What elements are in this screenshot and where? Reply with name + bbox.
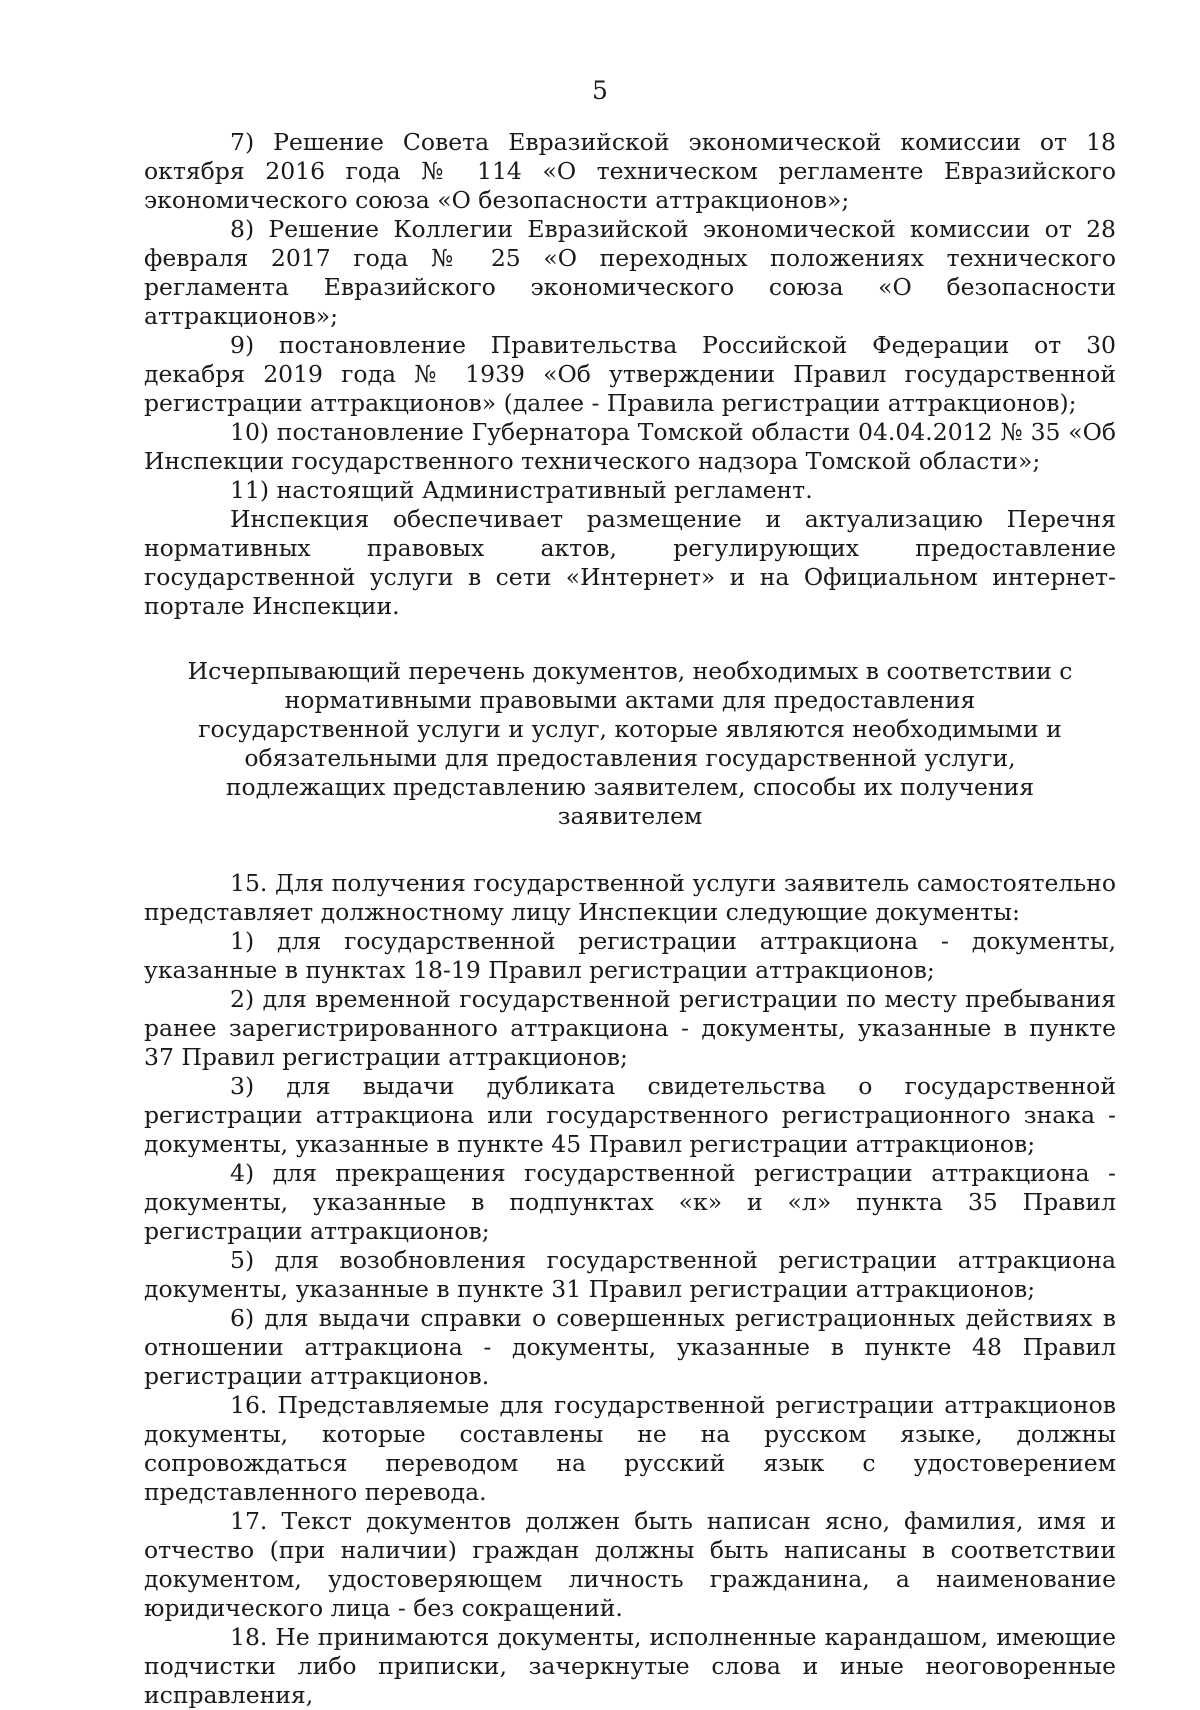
clause-15-item-6: 6) для выдачи справки о совершенных регистрационных действиях в отношении аттракциона - документы, указанные в пункте 48 Правил регистрации аттракционов. [144, 1304, 1116, 1390]
list-item-10: 10) постановление Губернатора Томской области 04.04.2012 № 35 «Об Инспекции государственного технического надзора Томской области»; [144, 418, 1116, 475]
list-item-11: 11) настоящий Административный регламент. [230, 476, 813, 504]
clause-18: 18. Не принимаются документы, исполненные карандашом, имеющие подчистки либо приписки, зачеркнутые слова и иные неоговоренные исправления, [144, 1623, 1116, 1709]
clause-15-item-1: 1) для государственной регистрации аттракциона - документы, указанные в пунктах 18-19 Правил регистрации аттракционов; [144, 927, 1116, 984]
inspection-paragraph: Инспекция обеспечивает размещение и актуализацию Перечня нормативных правовых актов, регулирующих предоставление государственной услуги в сети «Интернет» и на Официальном интернет-портале Инспекции. [144, 505, 1116, 620]
list-item-8: 8) Решение Коллегии Евразийской экономической комиссии от 28 февраля 2017 года № 25 «О переходных положениях технического регламента Евразийского экономического союза «О безопасности аттракционов»; [144, 215, 1116, 330]
clause-15-item-4: 4) для прекращения государственной регистрации аттракциона - документы, указанные в подпунктах «к» и «л» пункта 35 Правил регистрации аттракционов; [144, 1159, 1116, 1245]
clause-15-item-3: 3) для выдачи дубликата свидетельства о государственной регистрации аттракциона или государственного регистрационного знака - документы, указанные в пункте 45 Правил регистрации аттракционов; [144, 1072, 1116, 1158]
clause-15-item-2: 2) для временной государственной регистрации по месту пребывания ранее зарегистрированного аттракциона - документы, указанные в пункте 37 Правил регистрации аттракционов; [144, 985, 1116, 1071]
clause-15-item-5: 5) для возобновления государственной регистрации аттракциона документы, указанные в пункте 31 Правил регистрации аттракционов; [144, 1246, 1116, 1303]
list-item-7: 7) Решение Совета Евразийской экономической комиссии от 18 октября 2016 года № 114 «О техническом регламенте Евразийского экономического союза «О безопасности аттракционов»; [144, 128, 1116, 214]
clause-15: 15. Для получения государственной услуги заявитель самостоятельно представляет должностному лицу Инспекции следующие документы: [144, 869, 1116, 926]
list-item-9: 9) постановление Правительства Российской Федерации от 30 декабря 2019 года № 1939 «Об утверждении Правил государственной регистрации аттракционов» (далее - Правила регистрации аттракционов); [144, 331, 1116, 417]
page-number: 5 [592, 76, 608, 105]
section-heading: Исчерпывающий перечень документов, необходимых в соответствии с нормативными правовыми актами для предоставления государственной услуги и услуг, которые являются необходимыми и обязательными для предоставления государственной услуги, подлежащих представлению заявителем, способы их получения заявителем [187, 657, 1073, 830]
clause-17: 17. Текст документов должен быть написан ясно, фамилия, имя и отчество (при наличии) граждан должны быть написаны в соответствии документом, удостоверяющем личность гражданина, а наименование юридического лица - без сокращений. [144, 1507, 1116, 1622]
clause-16: 16. Представляемые для государственной регистрации аттракционов документы, которые составлены не на русском языке, должны сопровождаться переводом на русский язык с удостоверением представленного перевода. [144, 1391, 1116, 1506]
document-body [144, 128, 1116, 1710]
